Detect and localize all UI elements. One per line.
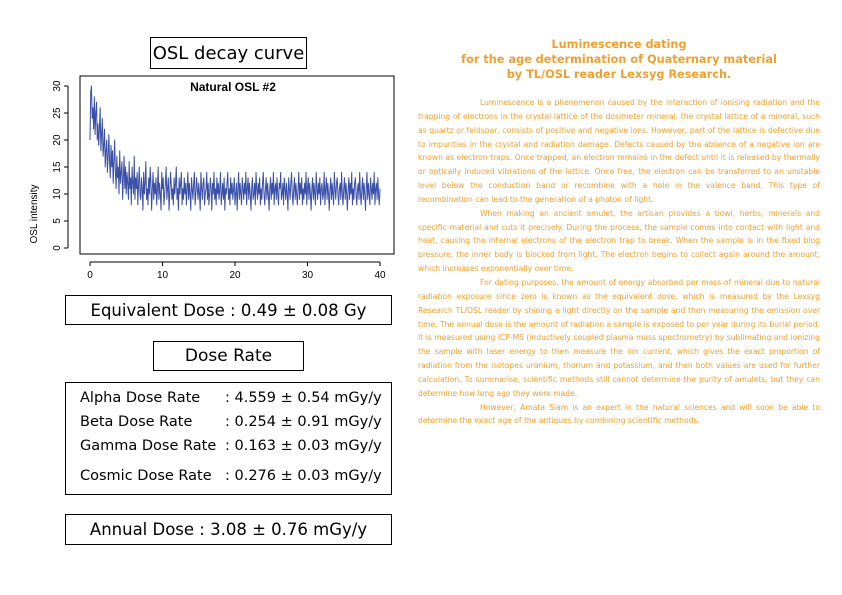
x-tick-label: 0 (87, 270, 93, 281)
y-axis (52, 80, 68, 251)
article-paragraph: Luminescence is a phenomenon caused by the interaction of ionising radiation and the trapping of electrons in the crystal lattice of the dosimeter mineral. the crystal lattice of a mineral, such as quartz or feldspar, consists of positive and negative ions. However, part of the lattice is defective due to impurities in the crystal and radiation damage. Defects caused by the absence of a negative ion are known as electron traps. Once trapped, an electron remains in the defect until it is released by thermally or optically induced vibrations of the lattice. Once free, the electron can be transferred to an unstable level below the conduction band or recombine with a hole in the valence band. This type of recombination can lead to the generation of a photon of light. (418, 98, 820, 204)
x-axis (87, 262, 386, 281)
chart-plot-title: Natural OSL #2 (190, 80, 276, 94)
article (418, 37, 820, 428)
dose-rate-row-alpha (80, 390, 382, 406)
dose-rate-row-cosmic (80, 468, 382, 484)
dose-rate-value: : 0.276 ± 0.03 mGy/y (225, 468, 382, 484)
annual-dose-box (65, 514, 392, 545)
equivalent-dose-text: Equivalent Dose : 0.49 ± 0.08 Gy (90, 300, 367, 320)
dose-rates-box (65, 382, 392, 495)
article-paragraph: For dating purposes, the amount of energy absorbed per mass of mineral due to natural radiation exposure since zero is known as the equivalent dose, which is measured by the Lexsyg Research TL/OSL reader by shining a light directly on the sample and then measuring the emission over time. The annual dose is the amount of radiation a sample is exposed to per year during its burial period. It is measured using ICP-MS (inductively coupled plasma mass spectrometry) by sublimating and ionizing the sample with laser energy to then measure the ion current, which gives the exact proportion of radiation from the isotopes uranium, thorium and potassium, and then both values are used for further calculation. To summarise, scientific methods still cannot determine the purity of amulets, but they can determine how long ago they were made. (418, 277, 820, 398)
dose-rate-row-gamma (80, 438, 382, 454)
x-tick-label: 20 (229, 270, 241, 281)
series-line-natural-osl (90, 86, 380, 210)
dose-rate-label: Beta Dose Rate (80, 414, 193, 430)
dose-rate-label: Alpha Dose Rate (80, 390, 201, 406)
y-tick-label: 20 (52, 134, 63, 146)
y-tick-label: 0 (52, 245, 63, 251)
annual-dose-text: Annual Dose : 3.08 ± 0.76 mGy/y (89, 520, 368, 539)
dose-rate-value: : 0.163 ± 0.03 mGy/y (225, 438, 382, 454)
plot-frame (80, 76, 394, 254)
y-tick-label: 10 (52, 188, 63, 200)
chart-title-box (150, 37, 307, 69)
x-tick-label: 40 (374, 270, 386, 281)
x-tick-label: 10 (156, 270, 169, 281)
y-tick-label: 5 (52, 218, 63, 224)
article-title-line: by TL/OSL reader Lexsyg Research. (506, 68, 732, 81)
y-axis-label: OSL intensity (29, 184, 40, 244)
article-title-line: Luminescence dating (551, 38, 687, 51)
chart-title-label: OSL decay curve (152, 42, 305, 64)
y-tick-label: 30 (52, 80, 63, 92)
y-tick-label: 25 (52, 107, 63, 119)
article-paragraph: However, Amata Siam is an expert in the natural sciences and will soon be able to determine the exact age of the antiques by combining scientific methods. (418, 402, 820, 426)
y-tick-label: 15 (52, 161, 63, 173)
article-title-line: for the age determination of Quaternary material (461, 53, 777, 66)
dose-rate-label: Gamma Dose Rate (80, 438, 217, 454)
dose-rate-heading-box (153, 341, 304, 371)
article-paragraph: When making an ancient amulet, the artisan provides a bowl, herbs, minerals and specific material and cuts it precisely. During the process, the sample comes into contact with light and heat, causing the internal electrons of the electron trap to break. When the sample is in the fixed blog pressure, the inner body is blocked from light. The electron begins to collect again around the amount, which increases exponentially over time. (418, 208, 820, 274)
osl-decay-chart (28, 74, 398, 284)
article-title (418, 37, 820, 82)
dose-rate-value: : 4.559 ± 0.54 mGy/y (225, 390, 382, 406)
x-tick-label: 30 (301, 270, 314, 281)
dose-rate-row-beta (80, 414, 382, 430)
dose-rate-label: Cosmic Dose Rate (80, 468, 212, 484)
equivalent-dose-box (65, 295, 392, 325)
dose-rate-heading: Dose Rate (184, 346, 273, 366)
dose-rate-value: : 0.254 ± 0.91 mGy/y (225, 414, 382, 430)
